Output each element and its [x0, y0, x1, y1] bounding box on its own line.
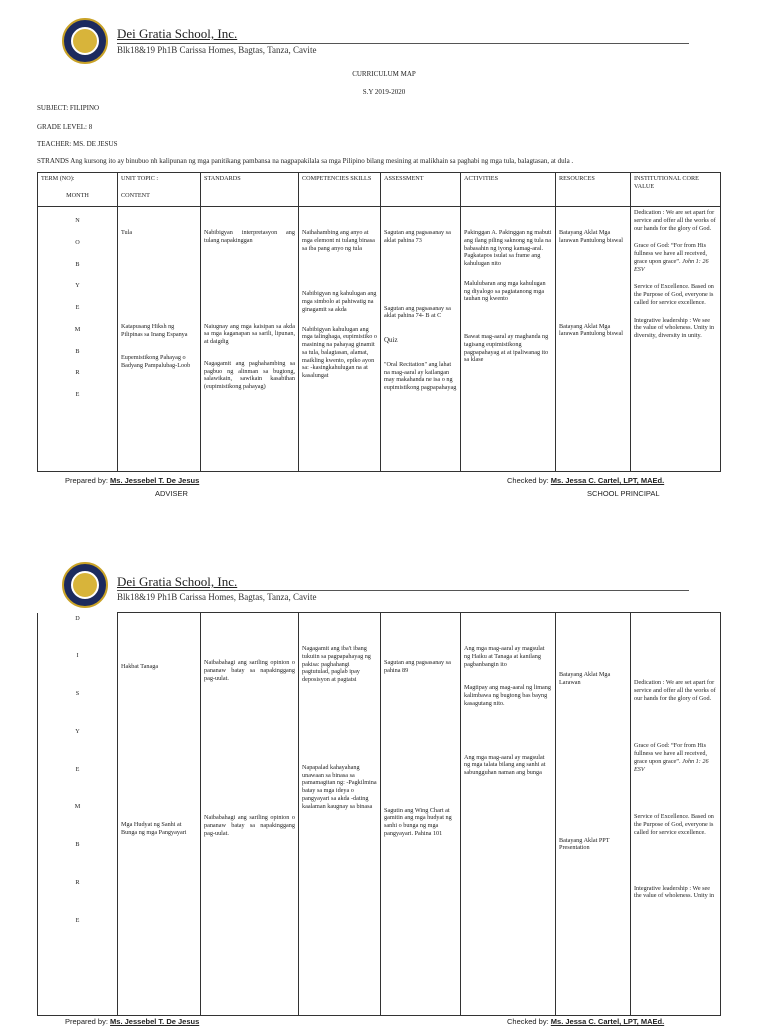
standard-item: Naiugnay ang mga kaisipan sa akda sa mga kaganapan sa sarili, lipunan, at daigdig	[204, 322, 295, 345]
month-letter: B	[75, 841, 80, 848]
core-integrative: Integrative leadership : We see the value of wholeness. Unity in	[634, 884, 715, 900]
school-logo	[62, 18, 108, 64]
core-value-cell	[631, 613, 721, 1016]
school-address: Blk18&19 Ph1B Carissa Homes, Bagtas, Tanza, Cavite	[117, 45, 317, 55]
activities-cell	[461, 613, 556, 1016]
checked-name: Ms. Jessa C. Cartel, LPT, MAEd.	[550, 1017, 665, 1026]
core-service: Service of Excellence. Based on the Purpose of God, everyone is called for service excellence.	[634, 813, 714, 836]
month-letter: S	[75, 690, 80, 697]
activity-item: Bawat mag-aaral ay maghanda ng tagisang eupimistikong pagpapahayag at at ipaliwanag ito sa klase	[464, 333, 549, 364]
month-letter: Y	[75, 727, 80, 735]
month-letter: O	[75, 238, 80, 246]
activity-item: Ang mga mag-aaral ay magsulat ng mga talata bilang ang sanhi at sabungguhan naman ang bunga	[464, 753, 546, 776]
month-letter: R	[75, 369, 80, 377]
assessment-item: Quiz	[384, 336, 398, 344]
curriculum-table-1	[37, 172, 721, 472]
standard-item: Nagagamit ang paghahambing sa pagbuo ng alinman sa bugtong, salawikain, sawikain kasabihan (eupimistikong pahayag)	[204, 359, 295, 390]
assessment-item: Sagutin ang Wing Chart at gamitin ang mga hudyat ng sanhi o bunga ng mga pangyayari. Pahina 101	[384, 806, 452, 837]
core-grace: Grace of God: “For from His fullness we have all received, grace upon grace”.	[634, 242, 708, 265]
header-rule	[117, 43, 689, 44]
competencies-header: COMPETENCIES SKILLS	[299, 173, 381, 207]
competencies-cell	[299, 207, 381, 472]
unit-topic: Hakbat Tanaga	[121, 663, 159, 670]
month-letter: E	[75, 391, 80, 398]
unit-topic: Mga Hudyat ng Sanhi at Bunga ng mga Pangyayari	[121, 820, 187, 836]
header-rule	[117, 590, 689, 591]
resource-item: Batayang Aklat Mga larawan Pantulong biswal	[559, 229, 623, 244]
resource-item: Batayang Aklat PPT Presentation	[559, 836, 610, 852]
core-integrative: Integrative leadership : We see the value of wholeness. Unity in diversity, diversity in unity.	[634, 316, 715, 339]
resources-cell	[556, 613, 631, 1016]
activities-header: ACTIVITIES	[461, 173, 556, 207]
standard-item: Naibabahagi ang sariling opinion o pananaw batay sa napakinggang pag-uulat.	[204, 659, 295, 682]
month-letter: E	[75, 916, 80, 924]
month-letter: E	[75, 765, 80, 773]
strands: STRANDS Ang kursong ito ay binubuo nh kalipunan ng mga panitikang pambansa na nagpapakilala sa mga Pilipino bilang mesining at malikhain sa paghabi ng mga tula, balagtasan, at dula .	[37, 157, 574, 165]
content-row	[38, 613, 721, 1016]
month-letter: I	[76, 652, 79, 660]
unit-cell	[118, 613, 201, 1016]
unit-topic: Katapusang Hiksh ng Pilipinas sa Inang Espanya	[121, 322, 188, 338]
month-letter: Y	[75, 282, 80, 290]
term-header	[38, 173, 118, 207]
competency-item: Nabibigyan ng kahulugan ang mga simbolo at pahiwatig na ginagamit sa akda	[302, 290, 377, 313]
resources-cell	[556, 207, 631, 472]
unit-cell	[118, 207, 201, 472]
prepared-by	[65, 476, 199, 485]
term-label: TERM (NO):	[41, 175, 75, 182]
activities-cell	[461, 207, 556, 472]
school-name: Dei Gratia School, Inc.	[117, 26, 238, 41]
month-label: MONTH	[66, 191, 89, 199]
prepared-name: Ms. Jessebel T. De Jesus	[110, 476, 200, 485]
resources-header: RESOURCES	[556, 173, 631, 207]
core-grace-ref: John 1: 26 ESV	[634, 757, 709, 773]
month-letter: B	[75, 260, 80, 268]
month-letter: B	[75, 347, 80, 355]
checked-role: SCHOOL PRINCIPAL	[587, 489, 660, 498]
core-dedication: Dedication : We are set apart for service and offer all the works of our hands for the glory of God.	[634, 209, 716, 232]
prepared-name: Ms. Jessebel T. De Jesus	[110, 1017, 200, 1026]
checked-label: Checked by:	[507, 476, 549, 485]
standard-item: Naibabahagi ang sariling opinion o pananaw batay sa napakinggang pag-uulat.	[204, 814, 295, 837]
school-name: Dei Gratia School, Inc.	[117, 574, 238, 589]
school-logo	[62, 562, 108, 608]
checked-by	[507, 1017, 664, 1026]
assessment-item: "Oral Recitation" ang lahat na mag-aaral ay kailangan may makahanda ne isa o ng eupimistikong pagpapahayag	[384, 360, 457, 391]
unit-topic: Tula	[121, 229, 133, 236]
assessment-item: Sagutan ang pagsasanay sa pahina 89	[384, 659, 451, 674]
activity-item: Malulubaran ang mga kahulugan ng diyalogo sa pagtatanong mga tauhan ng kwento	[464, 279, 546, 303]
checked-name: Ms. Jessa C. Cartel, LPT, MAEd.	[550, 476, 665, 485]
unit-topic: Eupemistikong Pahayag o Badyang Pampalubag-Loob	[121, 354, 191, 369]
school-address: Blk18&19 Ph1B Carissa Homes, Bagtas, Tanza, Cavite	[117, 592, 317, 602]
activity-item: Pakinggan A. Pakinggan ng mabuti ang ilang piling saknong ng tula na babasahin ng iyong kamag-aral. Pagkatapos isulat sa frame ang kahulugan nito	[464, 229, 552, 267]
checked-label: Checked by:	[507, 1017, 549, 1026]
competency-item: Nabibigyan kahulugan ang mga talinghaga, eupimistiko o masining na pahayag ginamit sa tula, balagtasan, alamat, maikling kwento, epiko ayon sa: -kasingkahulugan na at kasalungat	[302, 325, 377, 379]
resource-item: Batayang Aklat Mga larawan Pantulong biswal	[559, 322, 623, 338]
checked-by	[507, 476, 664, 485]
core-value-header: INSTITUTIONAL CORE VALUE	[631, 173, 721, 207]
standards-header: STANDARDS	[201, 173, 299, 207]
month-cell	[38, 207, 118, 472]
prepared-by	[65, 1017, 199, 1026]
core-value-cell	[631, 207, 721, 472]
content-label: CONTENT	[121, 191, 150, 199]
prepared-label: Prepared by:	[65, 1017, 108, 1026]
month-letter: M	[74, 803, 81, 811]
doc-title: CURRICULUM MAP	[352, 70, 416, 78]
standards-cell	[201, 207, 299, 472]
assessment-item: Sagutan ang pagsasanay sa aklat pahina 74- B at C	[384, 304, 451, 320]
assessment-header: ASSESSMENT	[381, 173, 461, 207]
month-cell	[38, 613, 118, 1016]
competencies-cell	[299, 613, 381, 1016]
grade-level: GRADE LEVEL: 8	[37, 123, 93, 131]
competency-item: Nagagamit ang iba't ibang tukuiin sa pagpapahayag ng pakisa: paghahangi pagtutulad, paglab ipay deposisyon at pagtatsi	[302, 645, 371, 683]
teacher: TEACHER: MS. DE JESUS	[37, 140, 118, 148]
standards-cell	[201, 613, 299, 1016]
school-year: S.Y 2019-2020	[362, 88, 406, 96]
month-letter: D	[75, 614, 80, 622]
core-grace-ref: John 1: 26 ESV	[634, 257, 709, 273]
subject: SUBJECT: FILIPINO	[37, 104, 100, 112]
activity-item: Magtipay ang mag-aaral ng limang kalimbawa ng bugtong bas bayng kasagutang nito.	[464, 684, 551, 707]
month-letter: R	[75, 878, 80, 886]
assessment-cell	[381, 207, 461, 472]
standard-item: Nabibigyan interpretasyon ang tulang napakinggan	[204, 229, 295, 244]
competency-item: Napapalad kahayahang unawaan sa binasa sa pamamagitan ng: -Pagkilmina batay sa mga ideya o pangyayari sa akda -dating kaalaman kaugnay sa binasa	[302, 763, 377, 810]
activity-item: Ang mga mag-aaral ay magsulat ng Haiku at Tanaga at kanilang pagbanbangin ito	[464, 645, 545, 668]
core-service: Service of Excellence. Based on the Purpose of God, everyone is called for service excellence.	[634, 283, 714, 306]
month-letter: E	[75, 304, 80, 311]
unit-header	[118, 173, 201, 207]
assessment-item: Sagutan ang pagsasanay sa aklat pahina 73	[384, 229, 451, 244]
competency-item: Naihahambing ang anyo at mga elemont ni tulang binasa sa iba pang anyo ng tula	[302, 229, 375, 252]
core-dedication: Dedication : We are set apart for service and offer all the works of our hands for the glory of God.	[634, 679, 716, 702]
prepared-role: ADVISER	[155, 489, 188, 498]
assessment-cell	[381, 613, 461, 1016]
resource-item: Batayang Aklat Mga Larawan	[559, 671, 611, 686]
month-letter: M	[74, 325, 81, 333]
content-row	[38, 207, 721, 472]
curriculum-table-2	[37, 612, 721, 1016]
unit-label: UNIT TOPIC :	[121, 175, 159, 182]
month-letter: N	[75, 217, 80, 224]
header-row	[38, 173, 721, 207]
core-grace: Grace of God: “For from His fullness we have all received, grace upon grace”.	[634, 742, 708, 765]
prepared-label: Prepared by:	[65, 476, 108, 485]
